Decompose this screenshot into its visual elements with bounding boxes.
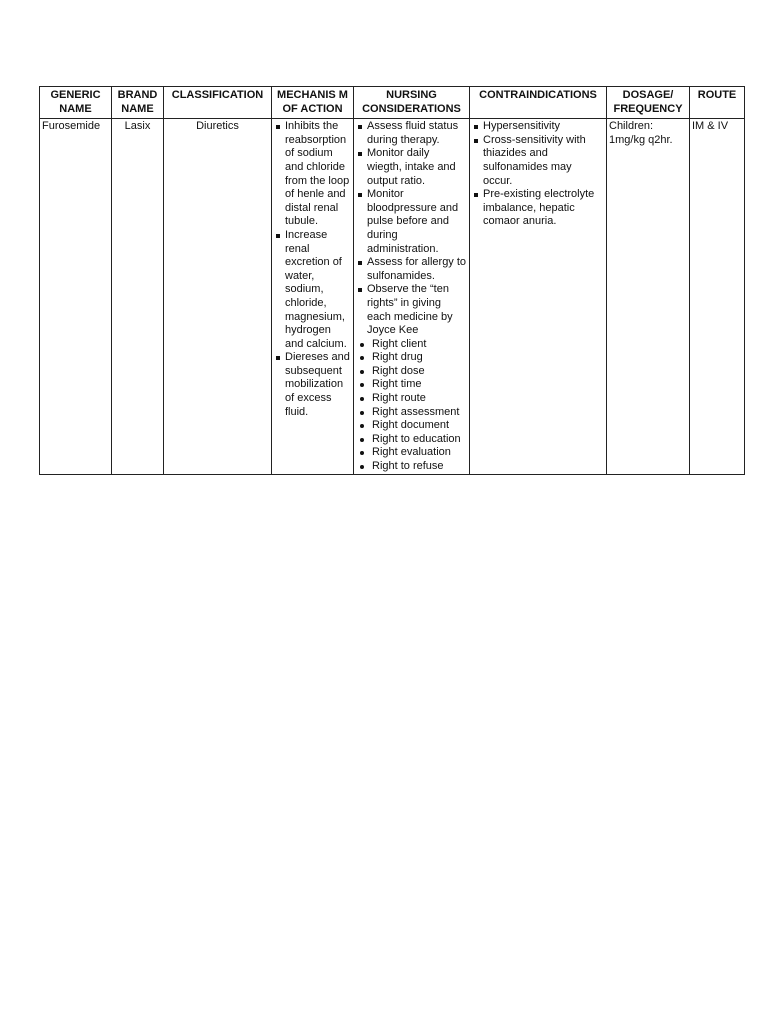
contraindications-cell <box>470 119 607 474</box>
header-brand-name: BRAND NAME <box>112 87 164 119</box>
header-classification: CLASSIFICATION <box>164 87 272 119</box>
list-item: Cross-sensitivity with thiazides and sulfonamides may occur. <box>472 134 604 188</box>
header-route: ROUTE <box>690 87 745 119</box>
brand-name-cell: Lasix <box>112 119 164 474</box>
nursing-considerations-cell <box>354 119 470 474</box>
list-item: Monitor bloodpressure and pulse before and during administration. <box>356 188 467 256</box>
mechanism-cell <box>272 119 354 474</box>
header-contraindications: CONTRAINDICATIONS <box>470 87 607 119</box>
list-item: Right document <box>356 419 467 433</box>
list-item: Inhibits the reabsorption of sodium and chloride from the loop of henle and distal renal tubule. <box>274 120 351 229</box>
list-item: Hypersensitivity <box>472 120 604 134</box>
list-item: Right assessment <box>356 406 467 420</box>
list-item: Right time <box>356 378 467 392</box>
header-dosage-frequency: DOSAGE/ FREQUENCY <box>607 87 690 119</box>
list-item: Assess for allergy to sulfonamides. <box>356 256 467 283</box>
dosage-frequency-cell: Children: 1mg/kg q2hr. <box>607 119 690 474</box>
table-row <box>40 119 745 474</box>
list-item: Pre-existing electrolyte imbalance, hepatic comaor anuria. <box>472 188 604 229</box>
list-item: Observe the “ten rights” in giving each medicine by Joyce Kee <box>356 283 467 337</box>
list-item: Increase renal excretion of water, sodium, chloride, magnesium, hydrogen and calcium. <box>274 229 351 351</box>
list-item: Right to education <box>356 433 467 447</box>
generic-name-cell: Furosemide <box>40 119 112 474</box>
header-nursing-considerations: NURSING CONSIDERATIONS <box>354 87 470 119</box>
route-cell: IM & IV <box>690 119 745 474</box>
nursing-list <box>356 120 467 338</box>
header-generic-name: GENERIC NAME <box>40 87 112 119</box>
list-item: Right dose <box>356 365 467 379</box>
list-item: Right to refuse <box>356 460 467 474</box>
header-mechanism-of-action: MECHANIS M OF ACTION <box>272 87 354 119</box>
drug-study-table <box>39 86 745 475</box>
list-item: Diereses and subsequent mobilization of excess fluid. <box>274 351 351 419</box>
list-item: Right route <box>356 392 467 406</box>
header-row <box>40 87 745 119</box>
list-item: Monitor daily wiegth, intake and output ratio. <box>356 147 467 188</box>
list-item: Right evaluation <box>356 446 467 460</box>
ten-rights-list <box>356 338 467 474</box>
list-item: Right client <box>356 338 467 352</box>
list-item: Assess fluid status during therapy. <box>356 120 467 147</box>
contraindications-list <box>472 120 604 229</box>
list-item: Right drug <box>356 351 467 365</box>
classification-cell: Diuretics <box>164 119 272 474</box>
mechanism-list <box>274 120 351 419</box>
